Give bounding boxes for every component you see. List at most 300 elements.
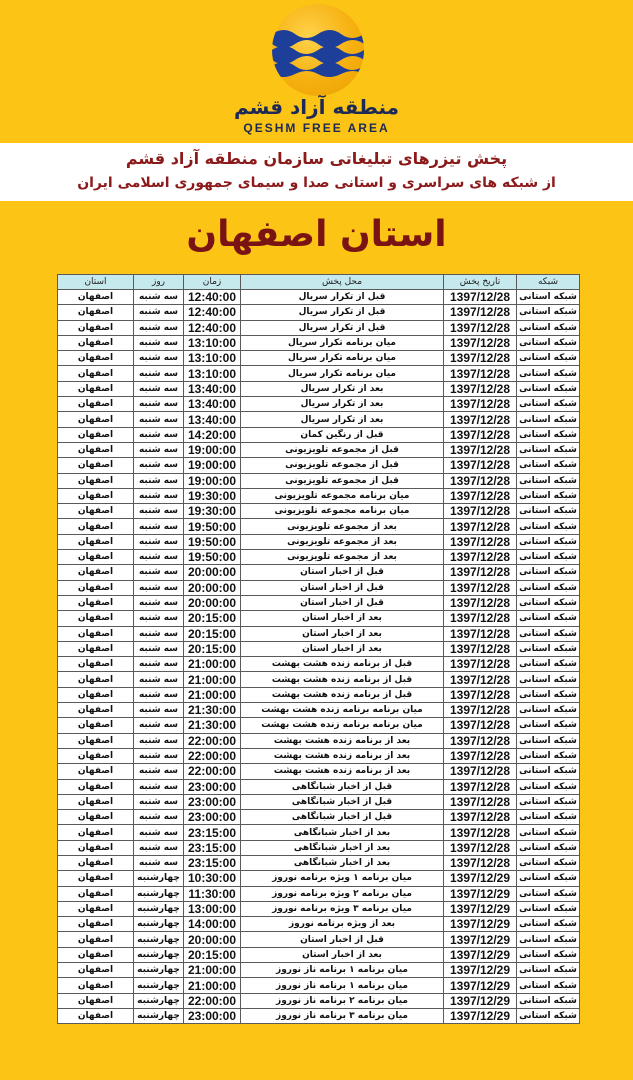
cell-date: 1397/12/28 [444,427,517,442]
cell-network: شبکه استانی [517,412,580,427]
cell-date: 1397/12/28 [444,794,517,809]
cell-time: 19:00:00 [184,442,241,457]
cell-date: 1397/12/28 [444,366,517,381]
table-row [58,748,580,763]
cell-province: اصفهان [58,366,134,381]
cell-date: 1397/12/28 [444,550,517,565]
cell-day: سه شنبه [134,687,184,702]
cell-province: اصفهان [58,764,134,779]
cell-province: اصفهان [58,779,134,794]
cell-day: چهارشنبه [134,917,184,932]
cell-network: شبکه استانی [517,794,580,809]
cell-province: اصفهان [58,748,134,763]
cell-place: میان برنامه ۲ برنامه ناز نوروز [241,993,444,1008]
cell-network: شبکه استانی [517,886,580,901]
table-row [58,825,580,840]
banner-line-1: پخش تیزرهای تبلیغاتی سازمان منطقه آزاد قشم [125,149,508,168]
cell-place: بعد از اخبار استان [241,626,444,641]
cell-province: اصفهان [58,550,134,565]
cell-place: میان برنامه برنامه زنده هشت بهشت [241,718,444,733]
cell-date: 1397/12/28 [444,305,517,320]
cell-province: اصفهان [58,320,134,335]
cell-place: قبل از مجموعه تلویزیونی [241,473,444,488]
cell-date: 1397/12/28 [444,626,517,641]
cell-day: سه شنبه [134,595,184,610]
cell-date: 1397/12/28 [444,488,517,503]
cell-day: چهارشنبه [134,871,184,886]
cell-place: بعد از برنامه زنده هشت بهشت [241,748,444,763]
cell-place: میان برنامه تکرار سریال [241,335,444,350]
cell-date: 1397/12/28 [444,442,517,457]
table-row [58,855,580,870]
cell-time: 20:00:00 [184,932,241,947]
cell-time: 23:15:00 [184,825,241,840]
cell-province: اصفهان [58,855,134,870]
cell-place: بعد از مجموعه تلویزیونی [241,534,444,549]
cell-place: میان برنامه مجموعه تلویزیونی [241,504,444,519]
cell-network: شبکه استانی [517,611,580,626]
cell-province: اصفهان [58,473,134,488]
cell-province: اصفهان [58,351,134,366]
cell-network: شبکه استانی [517,473,580,488]
cell-date: 1397/12/29 [444,993,517,1008]
cell-province: اصفهان [58,504,134,519]
table-row [58,672,580,687]
cell-province: اصفهان [58,993,134,1008]
cell-place: میان برنامه ۳ ویژه برنامه نوروز [241,901,444,916]
cell-date: 1397/12/28 [444,534,517,549]
cell-network: شبکه استانی [517,488,580,503]
province-title: استان اصفهان [186,214,447,255]
cell-time: 12:40:00 [184,320,241,335]
cell-place: قبل از برنامه زنده هشت بهشت [241,657,444,672]
table-row [58,519,580,534]
cell-place: قبل از تکرار سریال [241,305,444,320]
cell-day: سه شنبه [134,290,184,305]
cell-day: سه شنبه [134,718,184,733]
cell-time: 23:00:00 [184,779,241,794]
cell-date: 1397/12/28 [444,703,517,718]
table-row [58,565,580,580]
table-row [58,886,580,901]
cell-network: شبکه استانی [517,993,580,1008]
table-row [58,917,580,932]
cell-day: چهارشنبه [134,947,184,962]
cell-day: سه شنبه [134,810,184,825]
cell-day: سه شنبه [134,550,184,565]
cell-network: شبکه استانی [517,290,580,305]
cell-network: شبکه استانی [517,565,580,580]
cell-place: بعد از اخبار استان [241,611,444,626]
cell-time: 20:00:00 [184,580,241,595]
cell-network: شبکه استانی [517,703,580,718]
cell-province: اصفهان [58,825,134,840]
cell-day: سه شنبه [134,412,184,427]
header-logo-area [0,0,633,145]
table-row [58,458,580,473]
cell-place: قبل از اخبار استان [241,932,444,947]
cell-time: 23:15:00 [184,855,241,870]
cell-province: اصفهان [58,305,134,320]
cell-network: شبکه استانی [517,519,580,534]
cell-network: شبکه استانی [517,871,580,886]
cell-time: 21:00:00 [184,963,241,978]
cell-date: 1397/12/28 [444,473,517,488]
cell-date: 1397/12/28 [444,397,517,412]
cell-place: بعد از ویژه برنامه نوروز [241,917,444,932]
cell-network: شبکه استانی [517,1008,580,1023]
cell-day: سه شنبه [134,458,184,473]
cell-network: شبکه استانی [517,657,580,672]
cell-time: 21:30:00 [184,703,241,718]
cell-time: 13:10:00 [184,351,241,366]
table-row [58,412,580,427]
cell-date: 1397/12/28 [444,290,517,305]
cell-province: اصفهان [58,412,134,427]
table-row [58,320,580,335]
header-place: محل پخش [241,275,444,290]
cell-network: شبکه استانی [517,840,580,855]
cell-province: اصفهان [58,871,134,886]
cell-day: سه شنبه [134,580,184,595]
table-row [58,290,580,305]
cell-network: شبکه استانی [517,580,580,595]
cell-day: سه شنبه [134,641,184,656]
cell-network: شبکه استانی [517,305,580,320]
table-row [58,488,580,503]
cell-place: میان برنامه ۲ ویژه برنامه نوروز [241,886,444,901]
cell-time: 13:40:00 [184,412,241,427]
table-row [58,947,580,962]
cell-place: بعد از برنامه زنده هشت بهشت [241,764,444,779]
cell-province: اصفهان [58,901,134,916]
cell-day: سه شنبه [134,855,184,870]
table-row [58,611,580,626]
cell-network: شبکه استانی [517,534,580,549]
cell-date: 1397/12/28 [444,504,517,519]
table-row [58,993,580,1008]
cell-network: شبکه استانی [517,825,580,840]
cell-date: 1397/12/28 [444,733,517,748]
waves-icon [272,4,364,96]
cell-network: شبکه استانی [517,901,580,916]
table-row [58,687,580,702]
table-row [58,901,580,916]
cell-time: 20:00:00 [184,595,241,610]
table-row [58,534,580,549]
cell-day: سه شنبه [134,366,184,381]
cell-network: شبکه استانی [517,442,580,457]
table-row [58,840,580,855]
table-row [58,427,580,442]
cell-date: 1397/12/29 [444,1008,517,1023]
cell-date: 1397/12/28 [444,565,517,580]
cell-network: شبکه استانی [517,748,580,763]
cell-province: اصفهان [58,611,134,626]
cell-time: 19:50:00 [184,519,241,534]
cell-day: سه شنبه [134,703,184,718]
cell-date: 1397/12/28 [444,657,517,672]
brand-name-fa: منطقه آزاد قشم [233,95,400,119]
cell-time: 23:00:00 [184,1008,241,1023]
cell-time: 21:00:00 [184,672,241,687]
cell-day: سه شنبه [134,779,184,794]
cell-day: سه شنبه [134,320,184,335]
cell-province: اصفهان [58,290,134,305]
cell-time: 20:00:00 [184,565,241,580]
cell-time: 13:00:00 [184,901,241,916]
cell-place: قبل از اخبار استان [241,580,444,595]
cell-date: 1397/12/28 [444,825,517,840]
cell-day: سه شنبه [134,427,184,442]
cell-time: 14:20:00 [184,427,241,442]
cell-place: میان برنامه ۳ برنامه ناز نوروز [241,1008,444,1023]
cell-time: 19:50:00 [184,534,241,549]
cell-day: سه شنبه [134,611,184,626]
cell-network: شبکه استانی [517,397,580,412]
cell-date: 1397/12/28 [444,595,517,610]
cell-province: اصفهان [58,840,134,855]
table-row [58,657,580,672]
cell-day: چهارشنبه [134,993,184,1008]
banner-line-2: از شبکه های سراسری و استانی صدا و سیمای جمهوری اسلامی ایران [77,175,556,191]
cell-day: سه شنبه [134,733,184,748]
cell-network: شبکه استانی [517,687,580,702]
cell-time: 19:00:00 [184,473,241,488]
cell-time: 14:00:00 [184,917,241,932]
cell-time: 20:15:00 [184,626,241,641]
cell-day: سه شنبه [134,794,184,809]
cell-place: بعد از اخبار شبانگاهی [241,825,444,840]
cell-place: بعد از مجموعه تلویزیونی [241,550,444,565]
cell-day: سه شنبه [134,397,184,412]
cell-province: اصفهان [58,335,134,350]
cell-province: اصفهان [58,963,134,978]
cell-day: سه شنبه [134,335,184,350]
cell-network: شبکه استانی [517,779,580,794]
cell-network: شبکه استانی [517,672,580,687]
cell-network: شبکه استانی [517,733,580,748]
cell-place: بعد از اخبار شبانگاهی [241,855,444,870]
cell-day: سه شنبه [134,488,184,503]
cell-day: سه شنبه [134,504,184,519]
cell-province: اصفهان [58,565,134,580]
cell-province: اصفهان [58,978,134,993]
table-body [58,290,580,1024]
cell-time: 19:30:00 [184,504,241,519]
cell-date: 1397/12/29 [444,871,517,886]
cell-time: 12:40:00 [184,290,241,305]
table-row [58,978,580,993]
table-row [58,963,580,978]
cell-network: شبکه استانی [517,381,580,396]
cell-place: میان برنامه مجموعه تلویزیونی [241,488,444,503]
table-row [58,351,580,366]
cell-place: میان برنامه برنامه زنده هشت بهشت [241,703,444,718]
cell-province: اصفهان [58,458,134,473]
cell-time: 13:40:00 [184,397,241,412]
cell-day: سه شنبه [134,351,184,366]
table-row [58,1008,580,1023]
cell-province: اصفهان [58,488,134,503]
table-row [58,305,580,320]
table-row [58,504,580,519]
cell-place: قبل از اخبار شبانگاهی [241,779,444,794]
cell-network: شبکه استانی [517,855,580,870]
cell-day: سه شنبه [134,672,184,687]
cell-date: 1397/12/29 [444,963,517,978]
cell-place: قبل از اخبار استان [241,565,444,580]
cell-day: چهارشنبه [134,932,184,947]
cell-time: 20:15:00 [184,611,241,626]
table-row [58,397,580,412]
cell-network: شبکه استانی [517,320,580,335]
table-row [58,473,580,488]
cell-province: اصفهان [58,626,134,641]
cell-time: 20:15:00 [184,947,241,962]
cell-network: شبکه استانی [517,947,580,962]
cell-day: سه شنبه [134,519,184,534]
cell-province: اصفهان [58,932,134,947]
header-network: شبکه [517,275,580,290]
cell-day: چهارشنبه [134,886,184,901]
cell-place: قبل از برنامه زنده هشت بهشت [241,672,444,687]
cell-date: 1397/12/29 [444,932,517,947]
cell-date: 1397/12/28 [444,580,517,595]
cell-date: 1397/12/28 [444,764,517,779]
cell-date: 1397/12/28 [444,519,517,534]
header-day: روز [134,275,184,290]
cell-time: 23:15:00 [184,840,241,855]
cell-place: قبل از برنامه زنده هشت بهشت [241,687,444,702]
cell-day: سه شنبه [134,764,184,779]
table-row [58,595,580,610]
cell-time: 20:15:00 [184,641,241,656]
table-row [58,764,580,779]
cell-time: 19:50:00 [184,550,241,565]
table-row [58,932,580,947]
table-row [58,810,580,825]
cell-place: بعد از تکرار سریال [241,397,444,412]
cell-province: اصفهان [58,427,134,442]
table-row [58,733,580,748]
table-row [58,550,580,565]
cell-place: قبل از رنگین کمان [241,427,444,442]
cell-day: چهارشنبه [134,978,184,993]
cell-network: شبکه استانی [517,932,580,947]
cell-time: 22:00:00 [184,993,241,1008]
broadcast-schedule-table [57,274,580,1024]
cell-day: سه شنبه [134,442,184,457]
cell-date: 1397/12/28 [444,840,517,855]
cell-network: شبکه استانی [517,978,580,993]
cell-place: قبل از مجموعه تلویزیونی [241,458,444,473]
cell-day: چهارشنبه [134,1008,184,1023]
table-row [58,703,580,718]
cell-province: اصفهان [58,672,134,687]
cell-date: 1397/12/29 [444,947,517,962]
cell-province: اصفهان [58,534,134,549]
cell-network: شبکه استانی [517,504,580,519]
cell-network: شبکه استانی [517,641,580,656]
table-row [58,366,580,381]
cell-province: اصفهان [58,733,134,748]
cell-place: قبل از تکرار سریال [241,290,444,305]
announcement-banner [0,143,633,201]
cell-place: قبل از اخبار استان [241,595,444,610]
cell-place: بعد از اخبار شبانگاهی [241,840,444,855]
cell-date: 1397/12/28 [444,855,517,870]
cell-place: میان برنامه ۱ ویژه برنامه نوروز [241,871,444,886]
cell-date: 1397/12/28 [444,611,517,626]
brand-name-en: QESHM FREE AREA [243,121,390,135]
cell-place: بعد از اخبار استان [241,947,444,962]
cell-time: 10:30:00 [184,871,241,886]
cell-date: 1397/12/28 [444,687,517,702]
cell-place: بعد از مجموعه تلویزیونی [241,519,444,534]
cell-day: سه شنبه [134,626,184,641]
cell-place: بعد از برنامه زنده هشت بهشت [241,733,444,748]
cell-network: شبکه استانی [517,458,580,473]
cell-place: بعد از اخبار استان [241,641,444,656]
cell-time: 12:40:00 [184,305,241,320]
cell-day: سه شنبه [134,748,184,763]
cell-time: 11:30:00 [184,886,241,901]
cell-network: شبکه استانی [517,335,580,350]
cell-province: اصفهان [58,381,134,396]
cell-province: اصفهان [58,687,134,702]
cell-date: 1397/12/28 [444,779,517,794]
table-row [58,442,580,457]
cell-date: 1397/12/28 [444,748,517,763]
cell-place: قبل از اخبار شبانگاهی [241,794,444,809]
cell-date: 1397/12/29 [444,978,517,993]
cell-date: 1397/12/28 [444,351,517,366]
cell-day: سه شنبه [134,840,184,855]
cell-date: 1397/12/29 [444,917,517,932]
table-row [58,626,580,641]
cell-day: سه شنبه [134,381,184,396]
cell-time: 22:00:00 [184,764,241,779]
cell-network: شبکه استانی [517,427,580,442]
cell-date: 1397/12/28 [444,641,517,656]
cell-network: شبکه استانی [517,810,580,825]
cell-day: سه شنبه [134,534,184,549]
cell-place: قبل از تکرار سریال [241,320,444,335]
cell-province: اصفهان [58,1008,134,1023]
cell-place: میان برنامه تکرار سریال [241,366,444,381]
cell-network: شبکه استانی [517,626,580,641]
header-time: زمان [184,275,241,290]
cell-date: 1397/12/28 [444,412,517,427]
table-row [58,335,580,350]
cell-date: 1397/12/28 [444,335,517,350]
cell-time: 22:00:00 [184,733,241,748]
cell-province: اصفهان [58,519,134,534]
cell-place: بعد از تکرار سریال [241,381,444,396]
cell-province: اصفهان [58,442,134,457]
header-province: استان [58,275,134,290]
cell-network: شبکه استانی [517,351,580,366]
cell-place: میان برنامه ۱ برنامه ناز نوروز [241,963,444,978]
cell-place: میان برنامه ۱ برنامه ناز نوروز [241,978,444,993]
cell-network: شبکه استانی [517,718,580,733]
cell-province: اصفهان [58,657,134,672]
cell-place: قبل از مجموعه تلویزیونی [241,442,444,457]
cell-province: اصفهان [58,641,134,656]
table-row [58,718,580,733]
cell-province: اصفهان [58,917,134,932]
